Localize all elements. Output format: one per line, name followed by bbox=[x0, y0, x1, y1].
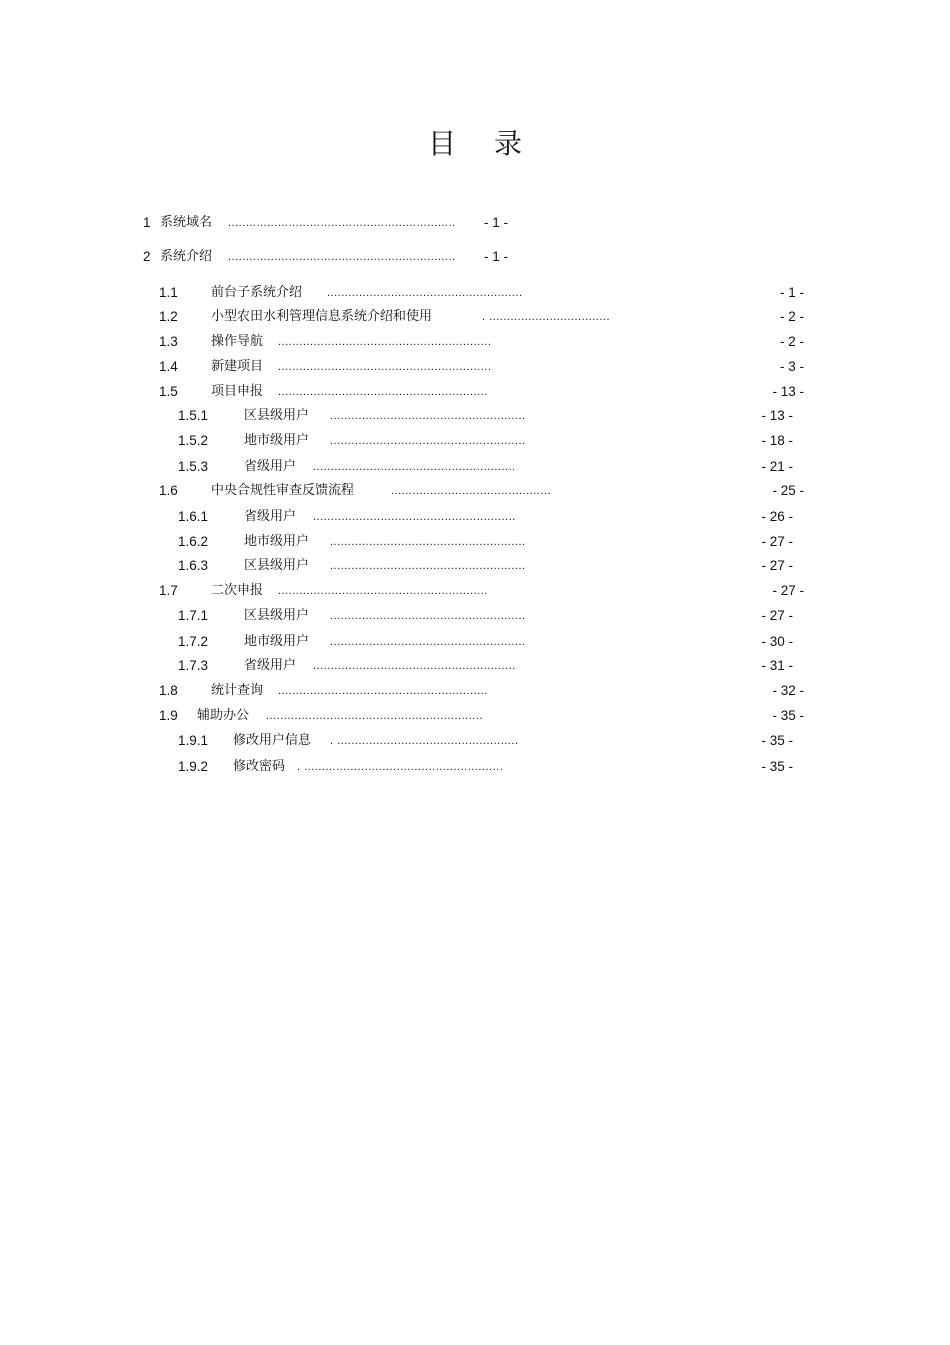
toc-leader: ....................................................... bbox=[330, 536, 526, 548]
toc-leader: ............................................................ bbox=[278, 336, 492, 348]
toc-number: 1.7.1 bbox=[178, 608, 209, 623]
toc-leader: ......................................................... bbox=[313, 511, 516, 523]
toc-page: - 35 - bbox=[761, 733, 793, 748]
toc-number: 1.1 bbox=[159, 285, 178, 300]
toc-entry[interactable] bbox=[178, 732, 798, 750]
toc-label: 地市级用户 bbox=[244, 634, 310, 649]
toc-leader: ............................................................. bbox=[266, 710, 483, 722]
toc-number: 1.9.2 bbox=[178, 759, 209, 774]
toc-label: 地市级用户 bbox=[244, 534, 310, 549]
toc-page: - 32 - bbox=[772, 683, 804, 698]
toc-page: - 13 - bbox=[761, 408, 793, 423]
toc-label: 区县级用户 bbox=[244, 608, 310, 623]
toc-entry[interactable] bbox=[159, 482, 809, 500]
toc-leader: ....................................................... bbox=[330, 610, 526, 622]
toc-label: 项目申报 bbox=[211, 384, 264, 399]
toc-page: - 2 - bbox=[779, 309, 804, 324]
toc-number: 1.5.3 bbox=[178, 459, 209, 474]
toc-page: - 13 - bbox=[772, 384, 804, 399]
toc-page: - 18 - bbox=[761, 433, 793, 448]
toc-entry[interactable] bbox=[178, 557, 798, 575]
toc-page: - 27 - bbox=[772, 583, 804, 598]
toc-number: 2 bbox=[143, 249, 151, 264]
toc-leader: ....................................................... bbox=[330, 435, 526, 447]
toc-page: - 27 - bbox=[761, 608, 793, 623]
toc-page: - 25 - bbox=[772, 483, 804, 498]
toc-page: - 27 - bbox=[761, 534, 793, 549]
toc-label: 二次申报 bbox=[211, 583, 264, 598]
toc-entry[interactable] bbox=[178, 432, 798, 450]
toc-label: 区县级用户 bbox=[244, 408, 310, 423]
toc-number: 1.6.1 bbox=[178, 509, 209, 524]
toc-number: 1.5 bbox=[159, 384, 178, 399]
toc-entry[interactable] bbox=[178, 657, 798, 675]
toc-number: 1.9.1 bbox=[178, 733, 209, 748]
toc-number: 1.7.2 bbox=[178, 634, 209, 649]
toc-entry[interactable] bbox=[178, 633, 798, 651]
toc-entry[interactable] bbox=[159, 358, 809, 376]
page-title bbox=[0, 122, 950, 162]
toc-page: - 27 - bbox=[761, 558, 793, 573]
toc-page: - 35 - bbox=[761, 759, 793, 774]
toc-label: 小型农田水利管理信息系统介绍和使用 bbox=[211, 309, 433, 324]
toc-number: 1.7 bbox=[159, 583, 178, 598]
toc-label: 修改密码 bbox=[233, 759, 286, 774]
toc-leader: ........................................................... bbox=[278, 685, 488, 697]
toc-entry[interactable] bbox=[178, 607, 798, 625]
toc-number: 1.6.3 bbox=[178, 558, 209, 573]
toc-leader: ................................................................ bbox=[228, 217, 456, 229]
toc-number: 1.8 bbox=[159, 683, 178, 698]
toc-label: 操作导航 bbox=[211, 334, 264, 349]
toc-entry[interactable] bbox=[159, 308, 809, 326]
toc-entry[interactable] bbox=[159, 383, 809, 401]
toc-label: 区县级用户 bbox=[244, 558, 310, 573]
toc-number: 1.6 bbox=[159, 483, 178, 498]
toc-number: 1.9 bbox=[159, 708, 178, 723]
toc-leader: ............................................. bbox=[391, 485, 552, 497]
toc-entry[interactable] bbox=[143, 214, 523, 232]
toc-number: 1.3 bbox=[159, 334, 178, 349]
toc-label: 省级用户 bbox=[244, 658, 297, 673]
toc-page: - 35 - bbox=[772, 708, 804, 723]
toc-entry[interactable] bbox=[178, 758, 798, 776]
toc-leader: ........................................................... bbox=[278, 585, 488, 597]
toc-leader: ....................................................... bbox=[327, 287, 523, 299]
toc-number: 1.4 bbox=[159, 359, 178, 374]
toc-page: - 1 - bbox=[779, 285, 804, 300]
toc-page: - 1 - bbox=[483, 215, 508, 230]
toc-label: 中央合规性审查反馈流程 bbox=[211, 483, 355, 498]
toc-label: 系统介绍 bbox=[160, 249, 213, 264]
toc-label: 地市级用户 bbox=[244, 433, 310, 448]
toc-number: 1 bbox=[143, 215, 151, 230]
toc-page: - 1 - bbox=[483, 249, 508, 264]
toc-entry[interactable] bbox=[178, 508, 798, 526]
toc-leader: . ................................................... bbox=[330, 735, 519, 747]
toc-entry[interactable] bbox=[178, 458, 798, 476]
toc-entry[interactable] bbox=[159, 582, 809, 600]
title-char-2: 录 bbox=[494, 127, 523, 160]
toc-entry[interactable] bbox=[159, 707, 809, 725]
toc-entry[interactable] bbox=[178, 407, 798, 425]
toc-entry[interactable] bbox=[178, 533, 798, 551]
toc-number: 1.5.2 bbox=[178, 433, 209, 448]
toc-entry[interactable] bbox=[143, 248, 523, 266]
toc-label: 省级用户 bbox=[244, 459, 297, 474]
toc-page: - 30 - bbox=[761, 634, 793, 649]
toc-page: - 21 - bbox=[761, 459, 793, 474]
toc-number: 1.5.1 bbox=[178, 408, 209, 423]
toc-page: - 31 - bbox=[761, 658, 793, 673]
toc-number: 1.2 bbox=[159, 309, 178, 324]
toc-label: 新建项目 bbox=[211, 359, 264, 374]
toc-number: 1.6.2 bbox=[178, 534, 209, 549]
toc-label: 前台子系统介绍 bbox=[211, 285, 303, 300]
toc-leader: . ........................................................ bbox=[297, 761, 504, 773]
toc-leader: ........................................................... bbox=[278, 386, 488, 398]
toc-label: 修改用户信息 bbox=[233, 733, 312, 748]
toc-entry[interactable] bbox=[159, 333, 809, 351]
toc-leader: ....................................................... bbox=[330, 410, 526, 422]
toc-entry[interactable] bbox=[159, 284, 809, 302]
toc-page: - 3 - bbox=[779, 359, 804, 374]
title-char-1: 目 bbox=[427, 127, 456, 160]
toc-leader: ....................................................... bbox=[330, 560, 526, 572]
toc-label: 统计查询 bbox=[211, 683, 264, 698]
toc-leader: ............................................................ bbox=[278, 361, 492, 373]
toc-label: 省级用户 bbox=[244, 509, 297, 524]
toc-page: - 2 - bbox=[779, 334, 804, 349]
toc-label: 系统域名 bbox=[160, 215, 213, 230]
toc-leader: ................................................................ bbox=[228, 251, 456, 263]
toc-page: - 26 - bbox=[761, 509, 793, 524]
toc-label: 辅助办公 bbox=[197, 708, 250, 723]
toc-leader: ......................................................... bbox=[313, 660, 516, 672]
toc-number: 1.7.3 bbox=[178, 658, 209, 673]
toc-leader: ......................................................... bbox=[313, 461, 516, 473]
toc-leader: ....................................................... bbox=[330, 636, 526, 648]
toc-leader: . .................................. bbox=[482, 311, 611, 323]
toc-entry[interactable] bbox=[159, 682, 809, 700]
